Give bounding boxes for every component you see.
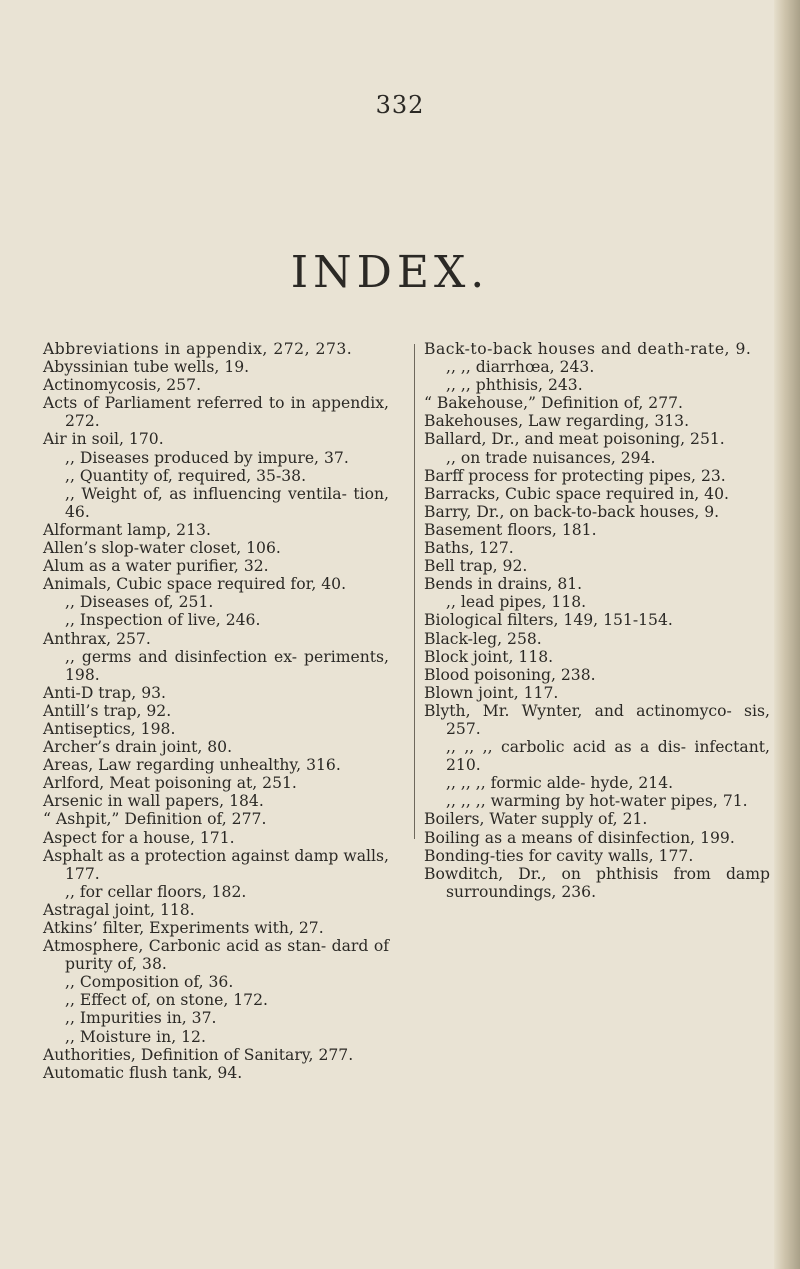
index-entry: Aspect for a house, 171. xyxy=(43,828,235,847)
index-entry: Bell trap, 92. xyxy=(424,557,528,576)
index-entry: Acts of Parliament referred to in appendix, 272. xyxy=(43,394,389,431)
page-edge-shadow xyxy=(774,0,800,1269)
index-subentry: ,, on trade nuisances, 294. xyxy=(446,448,656,467)
index-subentry: ,, ,, ,, formic alde- hyde, 214. xyxy=(446,774,674,793)
index-entry: Alformant lamp, 213. xyxy=(43,520,211,539)
index-entry: Blown joint, 117. xyxy=(424,683,559,702)
index-column-left xyxy=(43,340,389,1082)
index-entry: Areas, Law regarding unhealthy, 316. xyxy=(43,756,341,775)
index-entry: Bends in drains, 81. xyxy=(424,575,583,594)
index-entry: Actinomycosis, 257. xyxy=(43,376,202,395)
index-subentry: ,, Diseases produced by impure, 37. xyxy=(65,448,349,467)
index-entry: Barracks, Cubic space required in, 40. xyxy=(424,484,729,503)
index-entry: Asphalt as a protection against damp walls, 177. xyxy=(43,846,389,883)
index-subentry: ,, Quantity of, required, 35-38. xyxy=(65,466,307,485)
index-entry: Boiling as a means of disinfection, 199. xyxy=(424,828,735,847)
index-entry: Arlford, Meat poisoning at, 251. xyxy=(43,774,297,793)
index-entry: Bakehouses, Law regarding, 313. xyxy=(424,412,690,431)
index-entry: “ Bakehouse,” Definition of, 277. xyxy=(424,394,683,413)
index-subentry: ,, for cellar floors, 182. xyxy=(65,882,247,901)
index-entry: Boilers, Water supply of, 21. xyxy=(424,810,648,829)
index-subentry: ,, Effect of, on stone, 172. xyxy=(65,991,268,1010)
index-entry: “ Ashpit,” Definition of, 277. xyxy=(43,810,267,829)
index-entry: Barry, Dr., on back-to-back houses, 9. xyxy=(424,502,720,521)
index-entry: Atmosphere, Carbonic acid as stan- dard of purity of, 38. xyxy=(43,937,389,974)
index-entry: Arsenic in wall papers, 184. xyxy=(43,792,264,811)
index-entry: Block joint, 118. xyxy=(424,647,554,666)
index-entry: Astragal joint, 118. xyxy=(43,900,195,919)
index-entry: Antill’s trap, 92. xyxy=(43,701,172,720)
index-entry-back-to-back: Back-to-back houses and death-rate, 9. xyxy=(424,340,752,358)
index-entry: Abyssinian tube wells, 19. xyxy=(43,358,250,377)
index-entry: Automatic flush tank, 94. xyxy=(43,1063,243,1082)
index-entry: Biological filters, 149, 151-154. xyxy=(424,611,673,630)
index-subentry: ,, Inspection of live, 246. xyxy=(65,611,261,630)
index-entry: Allen’s slop-water closet, 106. xyxy=(43,539,281,558)
index-entry: Animals, Cubic space required for, 40. xyxy=(43,575,347,594)
index-entry: Archer’s drain joint, 80. xyxy=(43,738,233,757)
index-entry: Basement floors, 181. xyxy=(424,520,597,539)
page-title: INDEX. xyxy=(290,247,490,298)
index-subentry: ,, Diseases of, 251. xyxy=(65,593,214,612)
index-subentry: ,, ,, ,, warming by hot-water pipes, 71. xyxy=(446,792,748,811)
index-subentry: ,, Weight of, as influencing ventila- tion, 46. xyxy=(65,484,389,521)
index-entry: Alum as a water purifier, 32. xyxy=(43,557,269,576)
index-entry: Blyth, Mr. Wynter, and actinomyco- sis, 257. xyxy=(424,701,770,738)
index-subentry: ,, Impurities in, 37. xyxy=(65,1009,217,1028)
index-entry: Bonding-ties for cavity walls, 177. xyxy=(424,846,694,865)
column-divider xyxy=(414,344,415,839)
index-entry: Ballard, Dr., and meat poisoning, 251. xyxy=(424,430,725,449)
index-entry: Baths, 127. xyxy=(424,539,514,558)
index-subentry: ,, lead pipes, 118. xyxy=(446,593,587,612)
index-entry: Blood poisoning, 238. xyxy=(424,665,596,684)
index-entry: Authorities, Definition of Sanitary, 277. xyxy=(43,1045,354,1064)
index-entry: Bowditch, Dr., on phthisis from damp surroundings, 236. xyxy=(424,864,770,901)
index-entry: Barff process for protecting pipes, 23. xyxy=(424,466,726,485)
index-subentry: ,, ,, ,, carbolic acid as a dis- infectant, 210. xyxy=(446,738,770,775)
index-entry: Black-leg, 258. xyxy=(424,629,542,648)
index-column-right xyxy=(424,340,770,901)
index-subentry: ,, ,, phthisis, 243. xyxy=(446,376,583,395)
index-subentry: ,, Composition of, 36. xyxy=(65,973,234,992)
index-subentry: ,, Moisture in, 12. xyxy=(65,1027,206,1046)
index-entry: Air in soil, 170. xyxy=(43,430,164,449)
index-entry: Atkins’ filter, Experiments with, 27. xyxy=(43,919,324,937)
index-subentry: ,, germs and disinfection ex- periments, 198. xyxy=(65,647,389,684)
index-subentry: ,, ,, diarrhœa, 243. xyxy=(446,358,595,377)
index-entry-abbreviations: Abbreviations in appendix, 272, 273. xyxy=(43,340,353,358)
index-entry: Antiseptics, 198. xyxy=(43,719,176,738)
index-entry: Anti-D trap, 93. xyxy=(43,683,166,702)
page-number: 332 xyxy=(375,91,425,119)
index-entry: Anthrax, 257. xyxy=(43,629,151,648)
